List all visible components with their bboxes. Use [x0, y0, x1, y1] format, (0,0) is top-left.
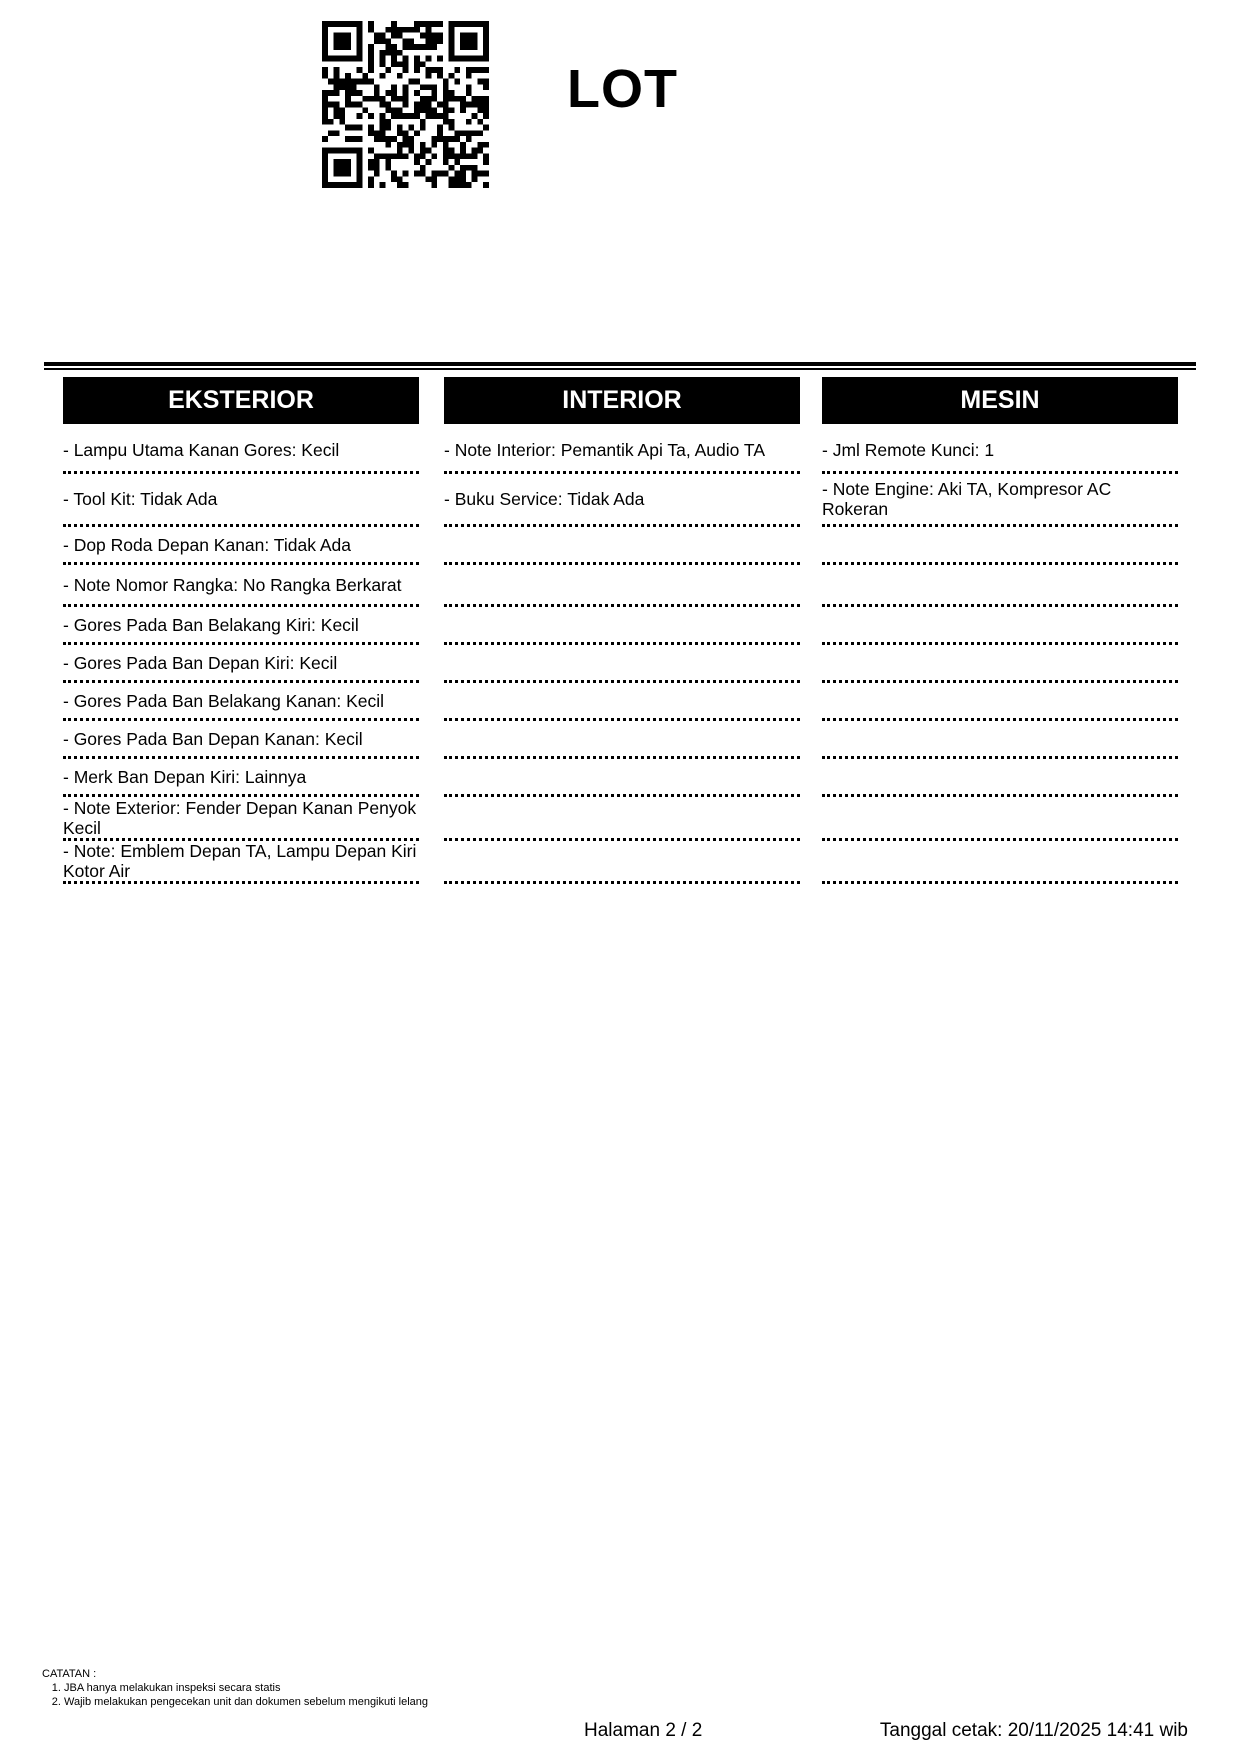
- list-item: [444, 721, 800, 759]
- column-mesin: [822, 377, 1178, 884]
- column-eksterior: [63, 377, 419, 884]
- list-item: [63, 645, 419, 683]
- list-item: [444, 759, 800, 797]
- column-header-interior: INTERIOR: [444, 377, 800, 424]
- list-item: [822, 797, 1178, 841]
- list-item: [444, 683, 800, 721]
- list-item: [63, 841, 419, 884]
- list-item-text: - Merk Ban Depan Kiri: Lainnya: [63, 766, 307, 787]
- list-item: [444, 607, 800, 645]
- list-item: [63, 607, 419, 645]
- list-item-text: - Buku Service: Tidak Ada: [444, 489, 645, 509]
- list-item-text: - Note Interior: Pemantik Api Ta, Audio TA: [444, 439, 765, 460]
- column-interior: [444, 377, 800, 884]
- column-header-eksterior: EKSTERIOR: [63, 377, 419, 424]
- list-item: [822, 474, 1178, 527]
- list-item: [63, 565, 419, 607]
- list-item-text: - Tool Kit: Tidak Ada: [63, 489, 218, 509]
- list-item: [822, 565, 1178, 607]
- list-item: [444, 527, 800, 565]
- column-header-mesin: MESIN: [822, 377, 1178, 424]
- list-item-text: - Note Nomor Rangka: No Rangka Berkarat: [63, 574, 402, 595]
- list-item: [63, 759, 419, 797]
- list-item: [63, 721, 419, 759]
- list-item: [822, 428, 1178, 474]
- page-title: LOT: [567, 59, 678, 119]
- list-item: [444, 428, 800, 474]
- list-item: [63, 797, 419, 841]
- list-item: [822, 607, 1178, 645]
- list-item-text: - Gores Pada Ban Depan Kanan: Kecil: [63, 728, 363, 749]
- qr-code-icon: [322, 21, 489, 188]
- list-item: [63, 474, 419, 527]
- divider-line: [44, 368, 1196, 370]
- list-item-text: - Gores Pada Ban Depan Kiri: Kecil: [63, 652, 338, 673]
- list-item: [63, 527, 419, 565]
- page-number: Halaman 2 / 2: [584, 1720, 703, 1741]
- list-item: [822, 645, 1178, 683]
- list-item: [822, 759, 1178, 797]
- list-item-text: - Gores Pada Ban Belakang Kanan: Kecil: [63, 690, 385, 711]
- list-item: [822, 841, 1178, 884]
- list-item: [822, 527, 1178, 565]
- list-item: [444, 797, 800, 841]
- note-item: 1. JBA hanya melakukan inspeksi secara statis: [64, 1681, 428, 1695]
- list-item: [63, 683, 419, 721]
- notes-section: [42, 1667, 428, 1709]
- notes-heading: CATATAN :: [42, 1668, 97, 1680]
- list-item: [444, 841, 800, 884]
- list-item: [822, 683, 1178, 721]
- list-item: [444, 565, 800, 607]
- list-item-text: - Note Exterior: Fender Depan Kanan Penyok Kecil: [63, 797, 417, 838]
- list-item-text: - Dop Roda Depan Kanan: Tidak Ada: [63, 534, 351, 555]
- list-item-text: - Note Engine: Aki TA, Kompresor AC Rokeran: [822, 479, 1112, 519]
- list-item: [822, 721, 1178, 759]
- list-item-text: - Lampu Utama Kanan Gores: Kecil: [63, 439, 340, 460]
- note-item: 2. Wajib melakukan pengecekan unit dan dokumen sebelum mengikuti lelang: [64, 1695, 428, 1709]
- list-item-text: - Note: Emblem Depan TA, Lampu Depan Kiri Kotor Air: [63, 841, 417, 881]
- list-item-text: - Gores Pada Ban Belakang Kiri: Kecil: [63, 614, 359, 635]
- print-date: Tanggal cetak: 20/11/2025 14:41 wib: [879, 1720, 1188, 1741]
- list-item: [444, 474, 800, 527]
- list-item: [63, 428, 419, 474]
- list-item: [444, 645, 800, 683]
- list-item-text: - Jml Remote Kunci: 1: [822, 439, 995, 460]
- divider-line: [44, 362, 1196, 366]
